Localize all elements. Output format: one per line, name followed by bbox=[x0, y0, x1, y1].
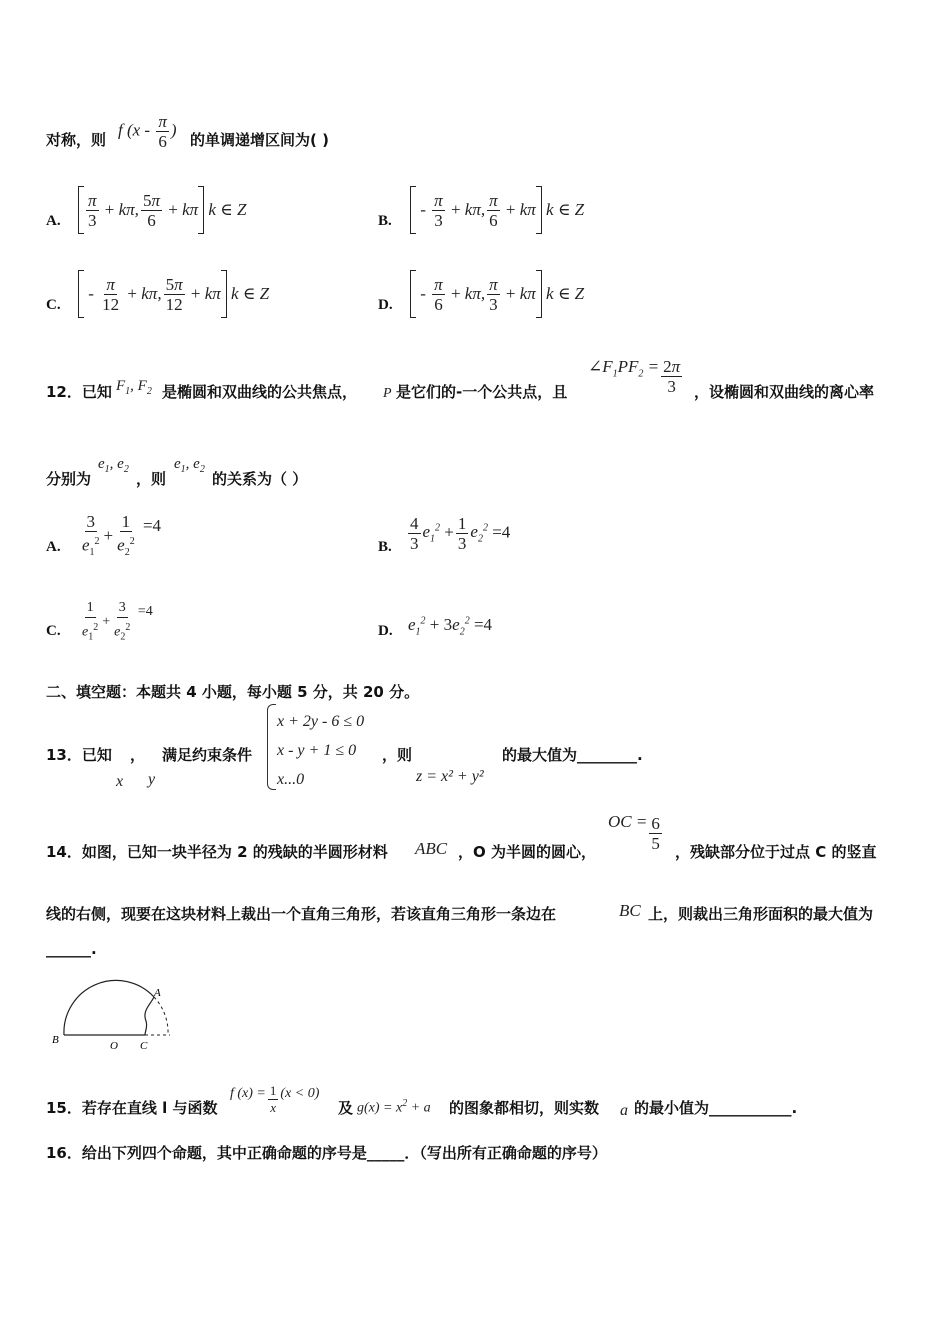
q15-fx-expr: f (x) = $\frac{1}{x}$ (x < 0) bbox=[230, 1083, 320, 1115]
q14-p5: 上，则裁出三角形面积的最大值为 bbox=[648, 905, 874, 923]
q12-e1e2-b: $e_1$, $e_2$ bbox=[174, 456, 205, 475]
q12-p1: 12．已知 bbox=[46, 383, 112, 401]
q11-option-b-expr: - $\frac{\pi}{3}$ + kπ, $\frac{\pi}{6}$ + kπ k ∈ Z bbox=[410, 186, 584, 234]
q12-p2: 是椭圆和双曲线的公共焦点， bbox=[162, 383, 358, 401]
q11-option-c-label: C. bbox=[46, 297, 61, 313]
q14-abc: ABC bbox=[415, 839, 448, 858]
q14-p3: ，残缺部分位于过点 C 的竖直 bbox=[675, 843, 877, 861]
q12-option-c-label: C. bbox=[46, 623, 61, 639]
q12-option-b-expr: $\frac{4}{3}$ $e_1^2$ + $\frac{1}{3}$ $e_2^2 =4$ bbox=[410, 514, 511, 553]
q15-p4: 的最小值为___________. bbox=[634, 1099, 798, 1117]
section-2-heading: 二、填空题：本题共 4 小题，每小题 5 分，共 20 分。 bbox=[46, 683, 420, 701]
q11-option-a-label: A. bbox=[46, 213, 61, 229]
q11-option-c-expr: - $\frac{\pi}{12}$ + kπ, $\frac{5\pi}{12}$ + kπ k ∈ Z bbox=[78, 270, 269, 318]
q12-point-p: P bbox=[383, 386, 392, 401]
q14-label-c: C bbox=[140, 1040, 148, 1052]
q12-e1e2-a: $e_1$, $e_2$ bbox=[98, 456, 129, 475]
q13-p2: ， bbox=[130, 746, 146, 764]
q11-option-d-label: D. bbox=[378, 297, 393, 313]
q12-option-c-expr: $\frac{1}{e_1^2}$ + $\frac{3}{e_2^2}$ =4 bbox=[82, 600, 153, 643]
q14-p6: ______. bbox=[46, 940, 97, 958]
q13-z-expr: z = x² + y² bbox=[416, 768, 484, 785]
q12-option-d-expr: $e_1^2 + 3e_2^2 =4$ bbox=[408, 615, 493, 638]
q14-bc: BC bbox=[619, 901, 641, 920]
q14-label-b: B bbox=[52, 1034, 59, 1046]
q14-figure bbox=[46, 975, 186, 1055]
q13-var-x: x bbox=[116, 773, 124, 790]
q12-p3: 是它们的-一个公共点，且 bbox=[396, 383, 568, 401]
q13-system-brace bbox=[267, 704, 276, 790]
q14-p1: 14．如图，已知一块半径为 2 的残缺的半圆形材料 bbox=[46, 843, 388, 861]
q15-p1: 15．若存在直线 l 与函数 bbox=[46, 1099, 218, 1117]
q13-p3: 满足约束条件 bbox=[162, 746, 253, 764]
q14-label-a: A bbox=[154, 987, 161, 999]
q11-option-d-expr: - $\frac{\pi}{6}$ + kπ, $\frac{\pi}{3}$ + kπ k ∈ Z bbox=[410, 270, 584, 318]
q11-intro-a: 对称，则 bbox=[46, 131, 107, 149]
q12-option-a-label: A. bbox=[46, 539, 61, 555]
q14-broken-edge bbox=[145, 997, 154, 1035]
q12-p7: 的关系为（ ） bbox=[212, 470, 308, 488]
q11-fx-func: f (x - bbox=[118, 120, 155, 140]
q12-f1f2: $F_1$, $F_2$ bbox=[116, 378, 152, 397]
q16-text: 16．给出下列四个命题，其中正确命题的序号是_____．（写出所有正确命题的序号） bbox=[46, 1144, 607, 1162]
q13-constraint-1: x + 2y - 6 ≤ 0 bbox=[277, 713, 365, 730]
q13-p4: ，则 bbox=[382, 746, 413, 764]
q14-label-o: O bbox=[110, 1040, 118, 1052]
q15-p2: 及 bbox=[338, 1099, 354, 1117]
q13-var-y: y bbox=[148, 771, 156, 788]
q12-p6: ，则 bbox=[136, 470, 167, 488]
q11-intro-b: 的单调递增区间为( ) bbox=[190, 131, 329, 149]
q13-constraints bbox=[277, 707, 364, 794]
q14-arc bbox=[64, 980, 154, 1035]
q12-p4: ，设椭圆和双曲线的离心率 bbox=[694, 383, 875, 401]
q13-constraint-3: x...0 bbox=[277, 771, 305, 788]
q12-angle-expr: $\angle F_1PF_2$ = $\frac{2\pi}{3}$ bbox=[588, 357, 681, 396]
q12-option-b-label: B. bbox=[378, 539, 392, 555]
q13-constraint-2: x - y + 1 ≤ 0 bbox=[277, 742, 357, 759]
q12-p5: 分别为 bbox=[46, 470, 92, 488]
q11-option-a-expr: $\frac{\pi}{3}$ + kπ, $\frac{5\pi}{6}$ + kπ k ∈ Z bbox=[78, 186, 246, 234]
q15-p3: 的图象都相切，则实数 bbox=[449, 1099, 600, 1117]
q13-p5: 的最大值为________. bbox=[502, 746, 643, 764]
q15-var-a: a bbox=[620, 1102, 628, 1119]
q14-arc-dashed bbox=[154, 997, 168, 1035]
q13-p1: 13．已知 bbox=[46, 746, 112, 764]
q14-oc-expr: OC = $\frac{6}{5}$ bbox=[608, 812, 660, 853]
q12-option-a-expr: $\frac{3}{e_1^2}$ + $\frac{1}{e_2^2}$ =4 bbox=[82, 512, 162, 559]
q14-p2: ，O 为半圆的圆心， bbox=[458, 843, 596, 861]
q14-p4: 线的右侧，现要在这块材料上裁出一个直角三角形，若该直角三角形一条边在 bbox=[46, 905, 557, 923]
q11-fx-expr: f (x - $\frac{\pi}{6}$ ) bbox=[118, 112, 177, 151]
q11-fx-frac: $\frac{\pi}{6}$ bbox=[158, 112, 167, 151]
q15-gx-expr: $g(x) = x^2 + a$ bbox=[357, 1098, 431, 1116]
q12-option-d-label: D. bbox=[378, 623, 393, 639]
q11-option-b-label: B. bbox=[378, 213, 392, 229]
